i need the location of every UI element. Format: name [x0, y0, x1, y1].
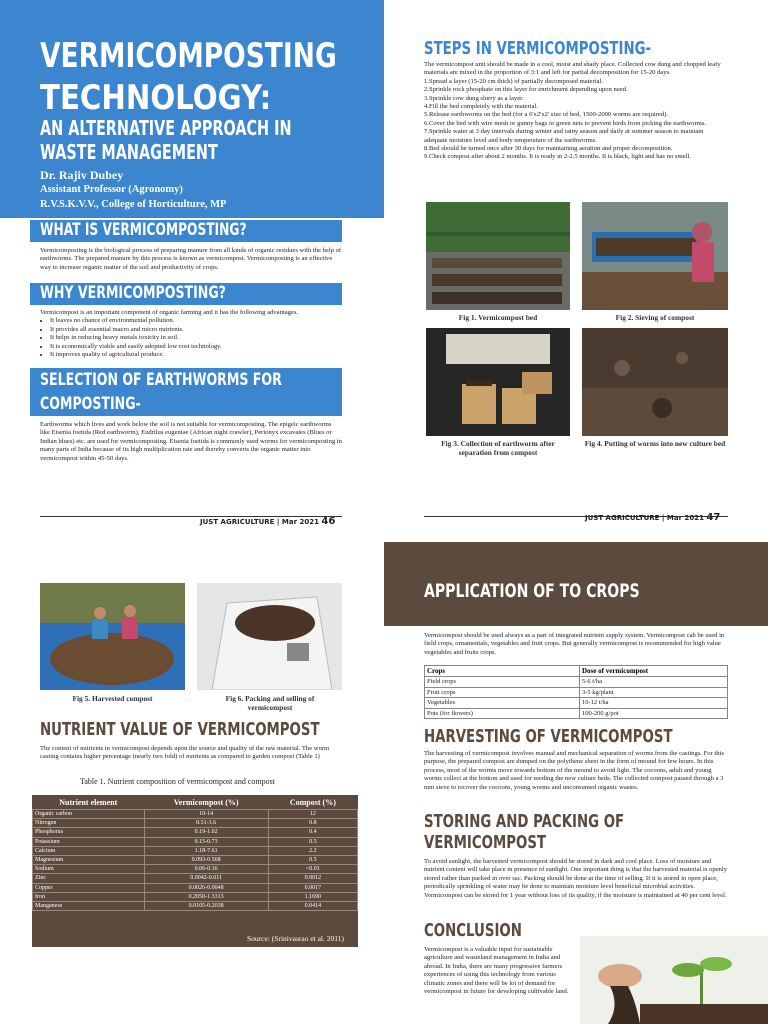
- why-list: [40, 317, 342, 359]
- application-text: Vermicompost should be used always as a part of integrated nutrient supply system. Vermicompost cab be used in field crops, ornamentals, vegetables and fruit crops. But generally vermicompost is recommended for high value vegetables and fruits crops.: [424, 632, 725, 656]
- harvesting-text: The harvesting of vermicompost involves manual and mechanical separation of worms from the castings. For this purpose, the prepared compost are dumped on the polythene sheet in the form of mound for few hours. In this process, most of the worms move towards bottom of the mound to avoid light. The cocoons, adult and young worms collect at the bottom and used for seeding the new culture beds. The collected compost passed through a 3 mm sieve to recover the cocoons, young worms and unconsumed organic wastes.: [424, 750, 724, 791]
- storing-heading-line2: VERMICOMPOST: [424, 832, 546, 853]
- nutrient-table: [32, 795, 358, 911]
- step-item: 3.Sprinkle cow dung slurry as a layer.: [424, 94, 524, 102]
- article-title-line2: TECHNOLOGY:: [40, 78, 272, 118]
- author-affiliation-1: Assistant Professor (Agronomy): [40, 184, 183, 195]
- column-header: Crops: [425, 666, 580, 677]
- list-item: • It leaves no chance of environmental pollution.: [50, 317, 342, 325]
- table-cell: Calcium: [33, 846, 145, 855]
- fig3-caption: Fig 3. Collection of earthworm after separation from compost: [441, 439, 555, 457]
- author-name: Dr. Rajiv Dubey: [40, 168, 124, 182]
- fig1-caption: Fig 1. Vermicompost bed: [458, 313, 538, 322]
- table-cell: <0.01: [268, 865, 357, 874]
- article-title-line1: VERMICOMPOSTING: [40, 36, 337, 76]
- step-item: 6.Cover the bed with wire mesh or gunny bags or green nets to prevent birds from picking the earthworms.: [424, 119, 706, 127]
- table-cell: 0.0012: [268, 874, 357, 883]
- what-text: Vermicomposting is the biological process of preparing manure from all kinds of organic residues with the help of earthworms. The prepared manure by this process is known as vermicompost. Vermicomposting is an effective way to increase organic matter of the soil and productivity of crops.: [40, 247, 342, 271]
- steps-section: [424, 61, 728, 162]
- fig5-caption: Fig 5. Harvested compost: [72, 694, 153, 703]
- table-row: [33, 846, 358, 855]
- conclusion-heading: CONCLUSION: [424, 920, 522, 941]
- step-item: 8.Bed should be turned once after 30 days for maintaining aeration and proper decomposition.: [424, 145, 673, 153]
- table-row: [33, 810, 358, 819]
- table-header-row: [33, 795, 358, 810]
- conclusion-text: Vermicompost is a valuable input for sustainable agriculture and wasteland management in India and abroad. In India, there are many progressive farmers experiences of using this technology from various climatic zones and there will be lot of demand for vermicompost in future for developing cultivable land.: [424, 946, 569, 996]
- application-heading: APPLICATION OF TO CROPS: [424, 580, 640, 602]
- seedling-soil-image: [580, 936, 768, 1024]
- step-item: 5.Release earthworms on the bed (for a 6'x2'x2' size of bed, 1500-2000 worms are required).: [424, 111, 668, 119]
- nutrient-text: The content of nutrients in vermicompost depends upon the source and quality of the raw material. The worm casting contains higher percentage (nearly two fold) of nutrients as compared to garden compost (Table 1): [40, 745, 330, 761]
- packing-selling-image: [197, 583, 342, 690]
- table-cell: 0.5: [268, 837, 357, 846]
- footer-47: [585, 512, 720, 523]
- steps-heading: STEPS IN VERMICOMPOSTING-: [424, 38, 652, 59]
- table-source: Source: (Srinivasrao et al. 2011): [247, 934, 344, 943]
- column-header: Nutrient element: [59, 797, 118, 807]
- table-row: [425, 687, 728, 698]
- selection-text: Earthworms which lives and work below the soil is not suitable for vermicomposting. The epigeic earthworms like Eisenia foetida (Red earthworm), Eudrilus eugeniae (African night crawler), Perionyx excavates (Blues or Indian blues) etc. are used for vermicomposting. Eisenia foetida is commonly used worms for vermicomposting in many parts of India because of its high multiplication rate and thereby converts the organic matter into vermicompost within 45-50 days.: [40, 421, 342, 462]
- fig6-caption: Fig 6. Packing and selling of vermicompost: [225, 694, 315, 712]
- what-heading: WHAT IS VERMICOMPOSTING?: [40, 220, 247, 240]
- column-header: Vermicompost (%): [173, 797, 239, 807]
- table-cell: Pots (for flowers): [425, 708, 580, 719]
- table-cell: 3-5 kg/plant: [580, 687, 728, 698]
- table-cell: 1.1690: [268, 892, 357, 901]
- step-item: 2.Sprinkle rock phosphate on this layer for enrichment depending upon need.: [424, 86, 628, 94]
- table-cell: Field crops: [425, 677, 580, 688]
- table-cell: 10-12 t/ha: [580, 698, 728, 709]
- table-cell: 0.0017: [268, 883, 357, 892]
- fig5-photo: [40, 583, 185, 690]
- page-number: 47: [706, 512, 721, 523]
- table-cell: Zinc: [33, 874, 145, 883]
- table-row: [33, 819, 358, 828]
- vermicompost-bed-image: [426, 202, 570, 310]
- fig1-photo: [426, 202, 570, 310]
- sieving-image: [582, 202, 728, 310]
- table-cell: 0.0414: [268, 901, 357, 910]
- footer-46: [200, 516, 335, 527]
- table-cell: 0.093-0.568: [144, 855, 268, 864]
- table-cell: Sodium: [33, 865, 145, 874]
- selection-heading-line1: SELECTION OF EARTHWORMS FOR: [40, 370, 282, 390]
- table-row: [33, 874, 358, 883]
- storing-heading-line1: STORING AND PACKING OF: [424, 811, 625, 832]
- why-section: [40, 309, 342, 359]
- table-cell: 2.2: [268, 846, 357, 855]
- selection-heading-line2: COMPOSTING-: [40, 394, 141, 414]
- author-affiliation-2: R.V.S.K.V.V., College of Horticulture, MP: [40, 199, 227, 210]
- table-cell: 5-6 t/ha: [580, 677, 728, 688]
- nutrient-table-panel: [32, 795, 358, 947]
- table-cell: 100-200 g/pot: [580, 708, 728, 719]
- footer-text: JUST AGRICULTURE | Mar 2021: [200, 518, 319, 526]
- harvesting-heading: HARVESTING OF VERMICOMPOST: [424, 726, 673, 747]
- table-cell: 12: [268, 810, 357, 819]
- table-caption: Table 1. Nutrient composition of vermicompost and compost: [80, 777, 275, 786]
- steps-intro: The vermicompost unit should be made in a cool, moist and shady place. Collected cow dung and chopped leafy materials are mixed in the proportion of 3:1 and left for partial decomposition for 15-20 days.: [424, 61, 721, 77]
- step-item: 7.Sprinkle water at 3 day intervals during winter and rainy season and daily at summer season to maintain adequate moisture level and body temperature of the earthworms.: [424, 128, 704, 144]
- step-item: 1.Spread a layer (15-20 cm thick) of partially decomposed material.: [424, 77, 603, 85]
- table-cell: Copper: [33, 883, 145, 892]
- table-cell: Phosphorus: [33, 828, 145, 837]
- nutrient-heading: NUTRIENT VALUE OF VERMICOMPOST: [40, 719, 320, 740]
- table-cell: Potassium: [33, 837, 145, 846]
- dose-table: [424, 665, 728, 719]
- table-cell: 0.8: [268, 819, 357, 828]
- column-header: Dose of vermicompost: [580, 666, 728, 677]
- table-cell: 0.0105-0.2038: [144, 901, 268, 910]
- fig6-photo: [197, 583, 342, 690]
- why-intro: Vermicompost is an important component of organic farming and it has the following advantages.: [40, 309, 299, 316]
- list-item: • It provides all essential macro and micro nutrients.: [50, 326, 342, 334]
- table-cell: 0.0042-0.011: [144, 874, 268, 883]
- step-item: 4.Fill the bed completely with the material.: [424, 103, 538, 111]
- fig2-photo: [582, 202, 728, 310]
- table-row: [33, 892, 358, 901]
- table-cell: 0.5: [268, 855, 357, 864]
- table-cell: Vegetables: [425, 698, 580, 709]
- list-item: • It helps in reducing heavy metals toxicity in soil.: [50, 334, 342, 342]
- table-cell: Iron: [33, 892, 145, 901]
- article-subtitle-line2: WASTE MANAGEMENT: [40, 140, 218, 164]
- table-cell: Nitrogen: [33, 819, 145, 828]
- page-number: 46: [321, 516, 336, 527]
- table-row: [33, 837, 358, 846]
- table-cell: 0.06-0.16: [144, 865, 268, 874]
- table-cell: 10-14: [144, 810, 268, 819]
- table-row: [33, 828, 358, 837]
- worms-culture-bed-image: [582, 328, 728, 436]
- fig4-photo: [582, 328, 728, 436]
- table-row: [425, 708, 728, 719]
- table-cell: 0.2050-1.3313: [144, 892, 268, 901]
- storing-text: To avoid sunlight, the harvested vermicompost should be stored in dark and cool place. Loss of moisture and nutrient content will take place in presence of sunlight. One important thing is that the harvested material is openly stored rather than packed in over sac. Packing should be done at the time of selling. If it is stored in open place, periodically sprinkling of water may be done to maintain moisture level beneficial microbial activities. Vermicompost can be stored for 1 year without loss of its quality, if the moisture is maintained at 40 per cent level.: [424, 858, 728, 899]
- why-heading: WHY VERMICOMPOSTING?: [40, 283, 226, 303]
- table-cell: 1.18-7.61: [144, 846, 268, 855]
- table-cell: Organic carbon: [33, 810, 145, 819]
- earthworm-collection-image: [426, 328, 570, 436]
- table-cell: Magnesium: [33, 855, 145, 864]
- conclusion-photo: [580, 936, 768, 1024]
- fig3-photo: [426, 328, 570, 436]
- table-cell: Fruit crops: [425, 687, 580, 698]
- table-cell: 0.19-1.02: [144, 828, 268, 837]
- fig2-caption: Fig 2. Sieving of compost: [615, 313, 695, 322]
- table-row: [33, 901, 358, 910]
- table-row: [425, 677, 728, 688]
- column-header: Compost (%): [289, 797, 336, 807]
- table-row: [33, 865, 358, 874]
- table-cell: Manganese: [33, 901, 145, 910]
- table-cell: 0.0026-0.0048: [144, 883, 268, 892]
- harvested-compost-image: [40, 583, 185, 690]
- table-row: [33, 855, 358, 864]
- table-header-row: [425, 666, 728, 677]
- table-cell: 0.15-0.73: [144, 837, 268, 846]
- step-item: 9.Check compost after about 2 months. It is ready in 2-2.5 months. It is black, light and has no smell.: [424, 153, 691, 161]
- list-item: • It improves quality of agricultural produce.: [50, 351, 342, 359]
- table-row: [33, 883, 358, 892]
- list-item: • It is economically viable and easily adopted low cost technology.: [50, 343, 342, 351]
- table-cell: 0.51-1.6: [144, 819, 268, 828]
- table-cell: 0.4: [268, 828, 357, 837]
- fig4-caption: Fig 4. Putting of worms into new culture bed: [584, 439, 726, 448]
- article-subtitle-line1: AN ALTERNATIVE APPROACH IN: [40, 116, 292, 140]
- table-row: [425, 698, 728, 709]
- footer-text: JUST AGRICULTURE | Mar 2021: [585, 514, 704, 522]
